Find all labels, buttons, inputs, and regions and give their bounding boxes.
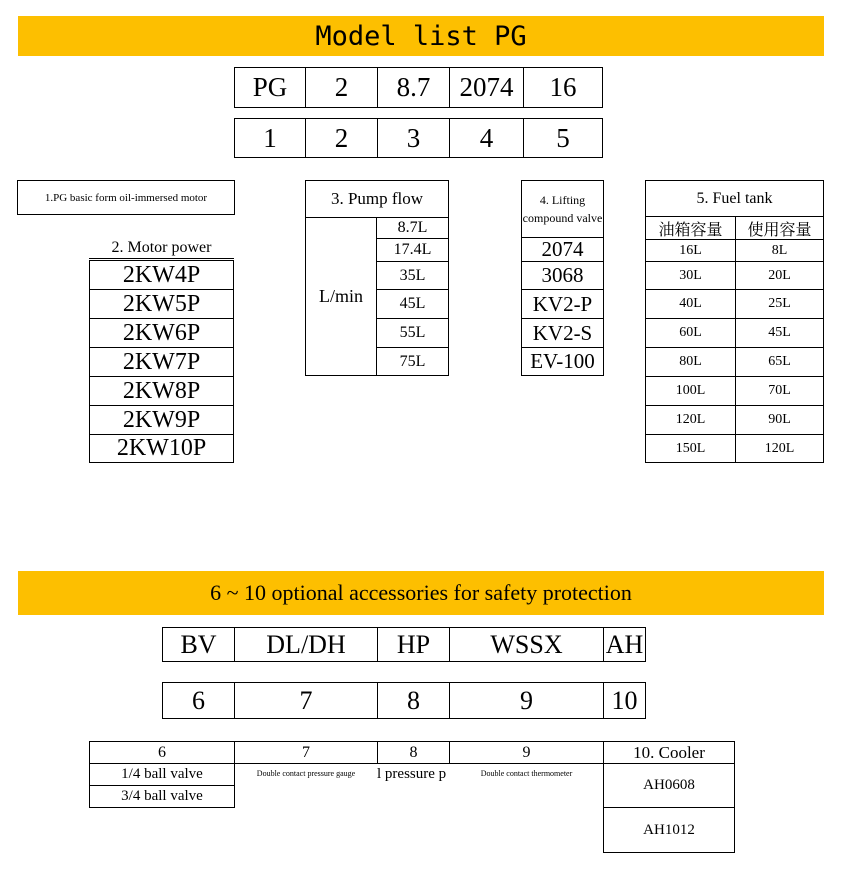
accessory-code-cell: DL/DH xyxy=(234,627,378,662)
code-cell: 8.7 xyxy=(377,67,450,108)
code-cell: 2 xyxy=(305,67,378,108)
lifting-valve-item: KV2-S xyxy=(521,318,604,348)
index-cell: 4 xyxy=(449,118,524,158)
cooler-item: AH0608 xyxy=(603,763,735,808)
fuel-tank-cell: 25L xyxy=(735,289,824,319)
accessory-index-cell: 9 xyxy=(449,682,604,719)
pump-flow-item: 55L xyxy=(376,318,449,348)
index-cell: 3 xyxy=(377,118,450,158)
code-cell: 16 xyxy=(523,67,603,108)
pump-flow-item: 75L xyxy=(376,347,449,376)
code-cell: PG xyxy=(234,67,306,108)
cooler-header: 10. Cooler xyxy=(603,741,735,764)
fuel-tank-cell: 120L xyxy=(645,405,736,435)
lifting-valve-item: KV2-P xyxy=(521,289,604,319)
fuel-tank-cell: 40L xyxy=(645,289,736,319)
fuel-tank-header: 5. Fuel tank xyxy=(645,180,824,217)
fuel-tank-cell: 60L xyxy=(645,318,736,348)
accessory-code-cell: WSSX xyxy=(449,627,604,662)
fuel-tank-cell: 120L xyxy=(735,434,824,463)
fuel-tank-cell: 8L xyxy=(735,239,824,262)
accessory-code-cell: AH xyxy=(603,627,646,662)
basic-form-label: 1.PG basic form oil-immersed motor xyxy=(17,180,235,215)
lifting-valve-item: 3068 xyxy=(521,261,604,290)
fuel-tank-col-header: 使用容量 xyxy=(735,216,824,240)
fuel-tank-cell: 100L xyxy=(645,376,736,406)
accessory-detail-header: 6 xyxy=(89,741,235,764)
motor-power-item: 2KW9P xyxy=(89,405,234,435)
fuel-tank-cell: 90L xyxy=(735,405,824,435)
accessory-index-cell: 6 xyxy=(162,682,235,719)
fuel-tank-cell: 70L xyxy=(735,376,824,406)
pump-flow-item: 17.4L xyxy=(376,238,449,262)
ball-valve-item: 1/4 ball valve xyxy=(89,763,235,786)
pressure-gauge-label-truncated: l pressure p xyxy=(377,766,447,782)
pump-flow-unit: L/min xyxy=(305,217,377,376)
motor-power-header: 2. Motor power xyxy=(89,237,234,259)
fuel-tank-cell: 150L xyxy=(645,434,736,463)
pump-flow-item: 45L xyxy=(376,289,449,319)
index-cell: 1 xyxy=(234,118,306,158)
fuel-tank-cell: 30L xyxy=(645,261,736,290)
accessories-title: 6 ~ 10 optional accessories for safety protection xyxy=(210,580,632,605)
motor-power-item: 2KW6P xyxy=(89,318,234,348)
code-cell: 2074 xyxy=(449,67,524,108)
accessory-index-cell: 8 xyxy=(377,682,450,719)
motor-power-item: 2KW8P xyxy=(89,376,234,406)
fuel-tank-cell: 45L xyxy=(735,318,824,348)
fuel-tank-cell: 80L xyxy=(645,347,736,377)
accessory-index-cell: 7 xyxy=(234,682,378,719)
lifting-valve-item: 2074 xyxy=(521,237,604,262)
pump-flow-item: 35L xyxy=(376,261,449,290)
pump-flow-header: 3. Pump flow xyxy=(305,180,449,218)
accessory-code-cell: HP xyxy=(377,627,450,662)
lifting-valve-item: EV-100 xyxy=(521,347,604,376)
accessories-banner xyxy=(18,571,824,615)
motor-power-item: 2KW4P xyxy=(89,260,234,290)
page-title: Model list PG xyxy=(315,20,527,52)
pump-flow-item: 8.7L xyxy=(376,217,449,239)
accessory-code-cell: BV xyxy=(162,627,235,662)
accessory-detail-header: 9 xyxy=(449,741,604,764)
thermometer-label: Double contact thermometer xyxy=(480,769,573,778)
motor-power-item: 2KW5P xyxy=(89,289,234,319)
motor-power-item: 2KW7P xyxy=(89,347,234,377)
accessory-index-cell: 10 xyxy=(603,682,646,719)
index-cell: 5 xyxy=(523,118,603,158)
fuel-tank-cell: 16L xyxy=(645,239,736,262)
title-banner xyxy=(18,16,824,56)
fuel-tank-cell: 20L xyxy=(735,261,824,290)
pressure-gauge-label: Double contact pressure gauge xyxy=(256,769,356,778)
index-cell: 2 xyxy=(305,118,378,158)
lifting-valve-header: 4. Lifting compound valve xyxy=(521,180,604,238)
accessory-detail-header: 7 xyxy=(234,741,378,764)
ball-valve-item: 3/4 ball valve xyxy=(89,785,235,808)
fuel-tank-col-header: 油箱容量 xyxy=(645,216,736,240)
accessory-detail-header: 8 xyxy=(377,741,450,764)
motor-power-item: 2KW10P xyxy=(89,434,234,463)
fuel-tank-cell: 65L xyxy=(735,347,824,377)
cooler-item: AH1012 xyxy=(603,807,735,853)
